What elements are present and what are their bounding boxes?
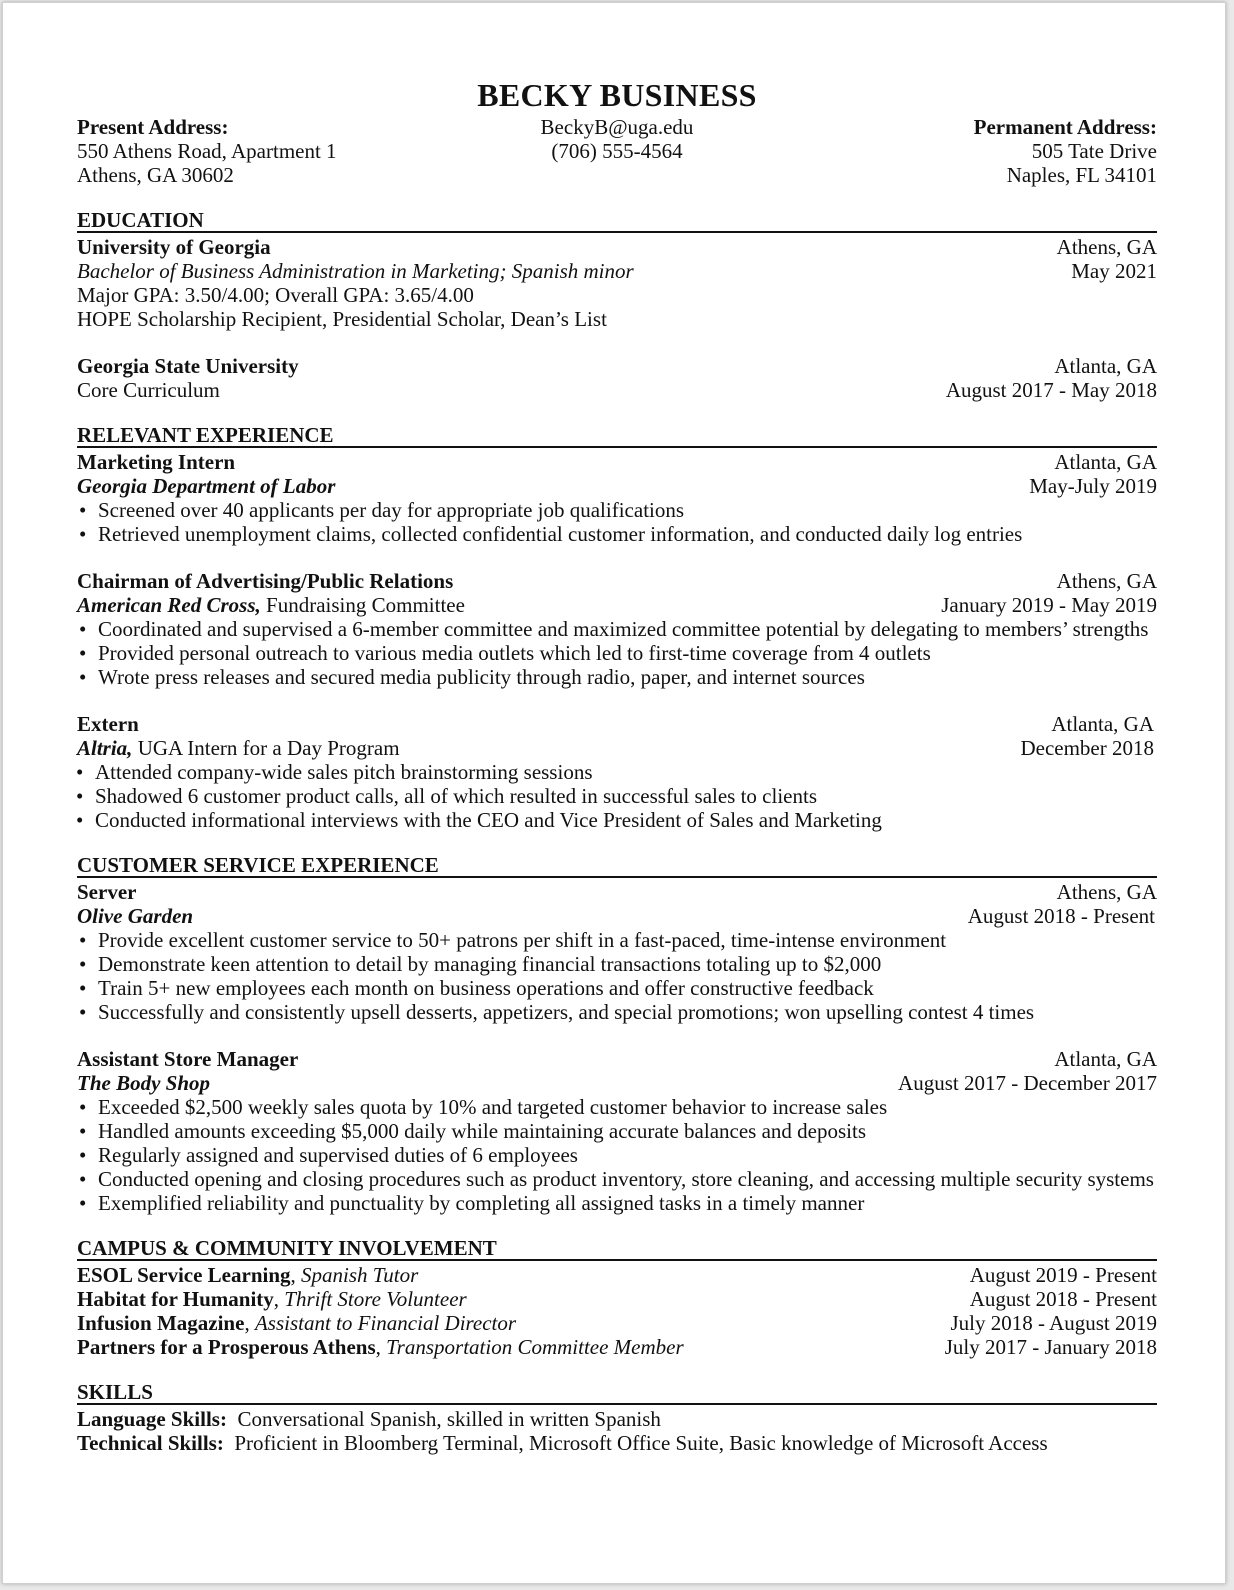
job-entry <box>77 1047 1157 1215</box>
job-bullets <box>77 928 1157 1024</box>
bullet-item: • Regularly assigned and supervised duties of 6 employees <box>77 1143 1157 1167</box>
email: BeckyB@uga.edu <box>540 115 694 139</box>
job-location: Athens, GA <box>1056 569 1157 593</box>
job-organization: Georgia Department of Labor <box>77 474 336 498</box>
gpa: Major GPA: 3.50/4.00; Overall GPA: 3.65/4.00 <box>77 283 474 307</box>
involvement-role: Thrift Store Volunteer <box>284 1287 467 1311</box>
job-entry <box>77 712 1157 832</box>
bullet-item: • Wrote press releases and secured media publicity through radio, paper, and internet sources <box>77 665 1157 689</box>
involvement-role: Spanish Tutor <box>301 1263 419 1287</box>
contact-info <box>439 115 795 187</box>
job-title: Assistant Store Manager <box>77 1047 299 1071</box>
job-bullets <box>77 1095 1157 1215</box>
attendance-dates: August 2017 - May 2018 <box>945 378 1157 402</box>
phone: (706) 555-4564 <box>551 139 683 163</box>
skills-label: Technical Skills: <box>77 1431 224 1455</box>
bullet-item: • Coordinated and supervised a 6-member committee and maximized committee potential by delegating to members’ strengths <box>77 617 1157 641</box>
job-organization: American Red Cross, <box>77 593 261 617</box>
bullet-item: • Screened over 40 applicants per day for appropriate job qualifications <box>77 498 1157 522</box>
job-entry <box>77 450 1157 546</box>
involvement-item: Infusion Magazine, Assistant to Financial Director July 2018 - August 2019 <box>77 1311 1157 1335</box>
job-title: Extern <box>77 712 139 736</box>
bullet-item: • Shadowed 6 customer product calls, all of which resulted in successful sales to clients <box>74 784 1157 808</box>
bullet-item: • Exemplified reliability and punctuality by completing all assigned tasks in a timely manner <box>77 1191 1157 1215</box>
relevant-experience-heading: RELEVANT EXPERIENCE <box>77 424 1157 448</box>
skills-heading: SKILLS <box>77 1381 1157 1405</box>
customer-service-heading: CUSTOMER SERVICE EXPERIENCE <box>77 854 1157 878</box>
job-organization: Altria, <box>77 736 133 760</box>
bullet-item: • Demonstrate keen attention to detail by managing financial transactions totaling up to $2,000 <box>77 952 1157 976</box>
involvement-role: Assistant to Financial Director <box>254 1311 517 1335</box>
education-gsu <box>77 354 1157 402</box>
bullet-item: • Retrieved unemployment claims, collected confidential customer information, and conducted daily log entries <box>77 522 1157 546</box>
job-organization-detail: Fundraising Committee <box>260 593 465 617</box>
bullet-item: • Provided personal outreach to various media outlets which led to first-time coverage from 4 outlets <box>77 641 1157 665</box>
job-dates: May-July 2019 <box>1029 474 1157 498</box>
program: Core Curriculum <box>77 378 220 402</box>
bullet-item: • Successfully and consistently upsell desserts, appetizers, and special promotions; won upselling contest 4 times <box>77 1000 1157 1024</box>
skills-language <box>77 1407 1157 1431</box>
job-organization-detail: UGA Intern for a Day Program <box>132 736 400 760</box>
job-entry <box>77 569 1157 689</box>
involvement-org: ESOL Service Learning <box>77 1263 291 1287</box>
job-entry <box>77 880 1157 1024</box>
involvement-item: Partners for a Prosperous Athens, Transportation Committee Member July 2017 - January 2018 <box>77 1335 1157 1359</box>
bullet-item: • Train 5+ new employees each month on business operations and offer constructive feedback <box>77 976 1157 1000</box>
permanent-address-line1: 505 Tate Drive <box>1031 139 1157 163</box>
involvement-org: Infusion Magazine <box>77 1311 245 1335</box>
involvement-dates: July 2017 - January 2018 <box>944 1335 1157 1359</box>
present-address-label: Present Address: <box>77 115 229 139</box>
education-heading: EDUCATION <box>77 209 1157 233</box>
job-title: Marketing Intern <box>77 450 236 474</box>
involvement-dates: August 2018 - Present <box>969 1287 1157 1311</box>
school-name: University of Georgia <box>77 235 271 259</box>
job-dates: January 2019 - May 2019 <box>941 593 1157 617</box>
job-organization: The Body Shop <box>77 1071 211 1095</box>
skills-value: Conversational Spanish, skilled in written Spanish <box>237 1407 661 1431</box>
job-location: Atlanta, GA <box>1051 712 1154 736</box>
bullet-item: • Exceeded $2,500 weekly sales quota by 10% and targeted customer behavior to increase sales <box>77 1095 1157 1119</box>
graduation-date: May 2021 <box>1071 259 1157 283</box>
candidate-name: BECKY BUSINESS <box>477 77 757 113</box>
job-dates: August 2017 - December 2017 <box>898 1071 1157 1095</box>
present-address <box>77 115 433 187</box>
degree: Bachelor of Business Administration in Marketing; Spanish minor <box>77 259 634 283</box>
job-dates: December 2018 <box>1020 736 1154 760</box>
involvement-item: ESOL Service Learning, Spanish Tutor August 2019 - Present <box>77 1263 1157 1287</box>
skills-label: Language Skills: <box>77 1407 227 1431</box>
involvement-org: Habitat for Humanity <box>77 1287 274 1311</box>
bullet-item: • Conducted opening and closing procedures such as product inventory, store cleaning, and accessing multiple security systems <box>77 1167 1157 1191</box>
involvement-dates: July 2018 - August 2019 <box>950 1311 1157 1335</box>
job-bullets <box>74 760 1157 832</box>
education-uga <box>77 235 1157 331</box>
job-location: Athens, GA <box>1056 880 1157 904</box>
job-organization: Olive Garden <box>77 904 194 928</box>
resume-page <box>2 2 1226 1584</box>
permanent-address <box>801 115 1157 187</box>
bullet-item: • Conducted informational interviews with the CEO and Vice President of Sales and Marketing <box>74 808 1157 832</box>
job-bullets <box>77 617 1157 689</box>
job-bullets <box>77 498 1157 546</box>
involvement-dates: August 2019 - Present <box>969 1263 1157 1287</box>
skills-value: Proficient in Bloomberg Terminal, Microsoft Office Suite, Basic knowledge of Microsoft Access <box>234 1431 1048 1455</box>
school-location: Athens, GA <box>1056 235 1157 259</box>
job-location: Atlanta, GA <box>1054 450 1157 474</box>
present-address-line1: 550 Athens Road, Apartment 1 <box>77 139 337 163</box>
skills-technical <box>77 1431 1157 1455</box>
job-title: Chairman of Advertising/Public Relations <box>77 569 454 593</box>
resume-content <box>77 77 1157 1455</box>
honors: HOPE Scholarship Recipient, Presidential Scholar, Dean’s List <box>77 307 607 331</box>
permanent-address-line2: Naples, FL 34101 <box>1006 163 1157 187</box>
job-title: Server <box>77 880 137 904</box>
campus-involvement-heading: CAMPUS & COMMUNITY INVOLVEMENT <box>77 1237 1157 1261</box>
involvement-item: Habitat for Humanity, Thrift Store Volunteer August 2018 - Present <box>77 1287 1157 1311</box>
bullet-item: • Attended company-wide sales pitch brainstorming sessions <box>74 760 1157 784</box>
bullet-item: • Handled amounts exceeding $5,000 daily while maintaining accurate balances and deposits <box>77 1119 1157 1143</box>
job-dates: August 2018 - Present <box>967 904 1155 928</box>
involvement-role: Transportation Committee Member <box>386 1335 684 1359</box>
present-address-line2: Athens, GA 30602 <box>77 163 234 187</box>
contact-block <box>77 115 1157 187</box>
involvement-org: Partners for a Prosperous Athens <box>77 1335 376 1359</box>
job-location: Atlanta, GA <box>1054 1047 1157 1071</box>
bullet-item: • Provide excellent customer service to 50+ patrons per shift in a fast-paced, time-intense environment <box>77 928 1157 952</box>
permanent-address-label: Permanent Address: <box>973 115 1157 139</box>
school-name: Georgia State University <box>77 354 299 378</box>
school-location: Atlanta, GA <box>1054 354 1157 378</box>
